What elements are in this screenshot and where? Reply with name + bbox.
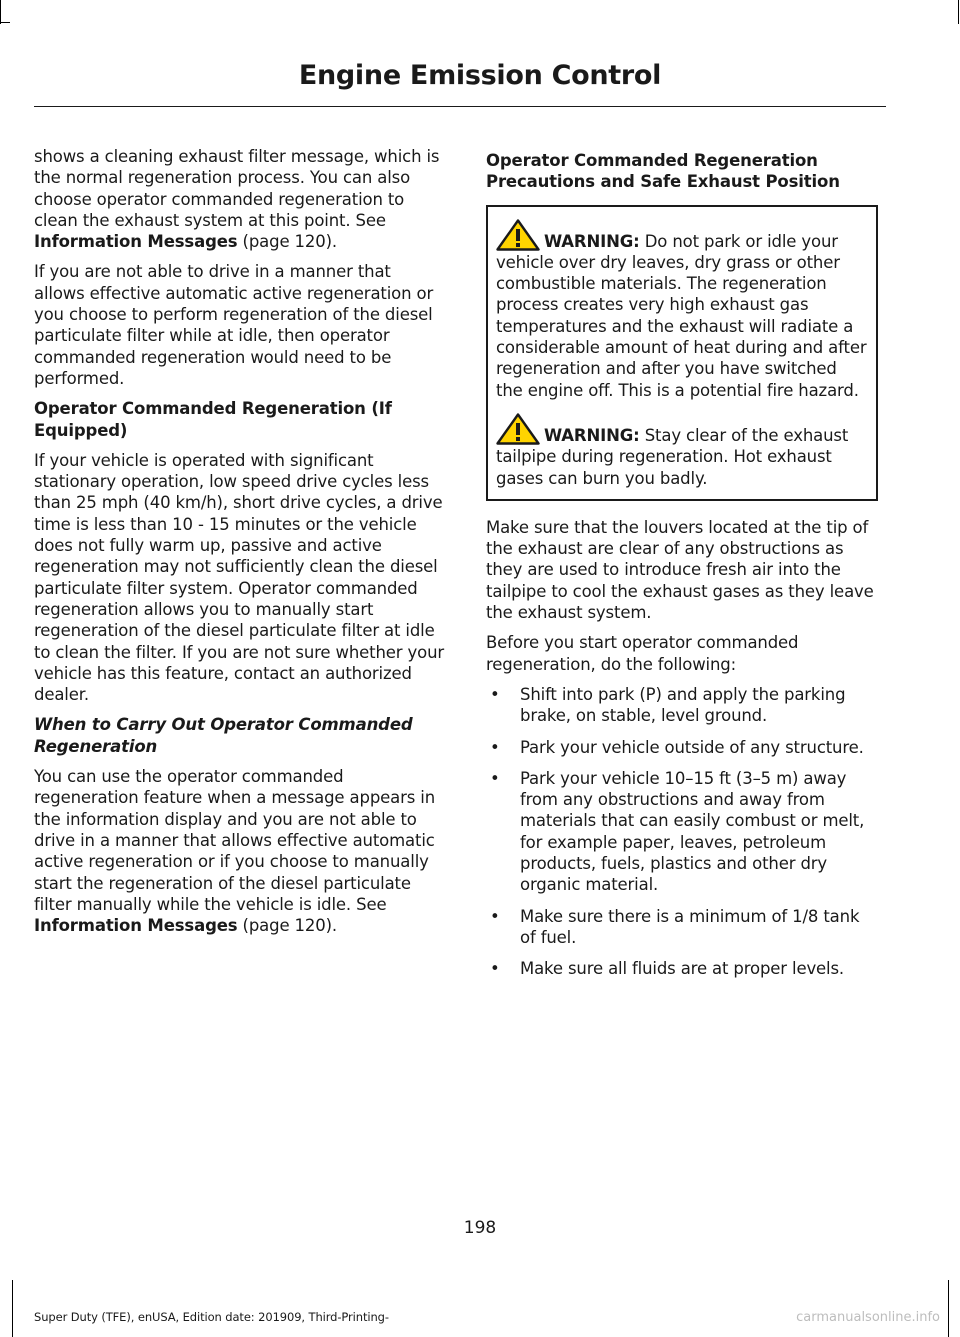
crop-mark-top-left <box>0 0 1 24</box>
crop-mark-top-right <box>958 0 959 24</box>
page-title: Engine Emission Control <box>298 60 662 91</box>
right-column <box>486 146 878 990</box>
bullet: • <box>490 959 500 979</box>
header-divider <box>34 106 886 107</box>
warning-triangle-icon <box>496 413 540 445</box>
crop-mark-top-left-h <box>0 22 10 23</box>
warning-label: WARNING: <box>544 425 640 445</box>
heading-precautions: Operator Commanded Regeneration Precautions and Safe Exhaust Position <box>486 151 840 192</box>
warning-fire-hazard: WARNING: Do not park or idle your vehicle over dry leaves, dry grass or other combustible materials. The regeneration process creates very high exhaust gas temperatures and the exhaust will radiate a considerable amount of heat during and after regeneration and after you have switched the engine off. This is a potential fire hazard. <box>496 219 868 401</box>
list-item: • Park your vehicle outside of any structure. <box>490 737 864 757</box>
crop-mark-bottom-right <box>948 1280 949 1337</box>
precaution-list <box>486 684 878 980</box>
list-item: • Make sure there is a minimum of 1/8 tank of fuel. <box>490 906 860 947</box>
watermark: carmanualsonline.info <box>796 1310 940 1325</box>
bullet: • <box>490 737 500 757</box>
info-messages-link-2[interactable]: Information Messages <box>34 916 238 936</box>
page-number: 198 <box>463 1218 497 1238</box>
list-item: • Make sure all fluids are at proper levels. <box>490 959 845 979</box>
warning-triangle-icon <box>496 219 540 251</box>
paragraph-cleaning-message: shows a cleaning exhaust filter message, which is the normal regeneration process. You can also choose operator commanded regeneration to clean the exhaust system at this point. See Information Messages (page 120). <box>34 147 440 252</box>
paragraph-before-you-start: Before you start operator commanded regeneration, do the following: <box>486 633 799 674</box>
paragraph-not-able-to-drive: If you are not able to drive in a manner that allows effective automatic active regeneration or you choose to perform regeneration of the diesel particulate filter while at idle, then operator commanded regeneration would need to be performed. <box>34 262 434 388</box>
paragraph-use-feature: You can use the operator commanded regeneration feature when a message appears in the information display and you are not able to drive in a manner that allows effective automatic active regeneration or if you choose to manually start the regeneration of the diesel particulate filter manually while the vehicle is idle. See Information Messages (page 120). <box>34 767 436 936</box>
subheading-when-to-carry-out: When to Carry Out Operator Commanded Regeneration <box>34 715 413 756</box>
info-messages-link[interactable]: Information Messages <box>34 232 238 252</box>
bullet: • <box>490 768 500 788</box>
warning-label: WARNING: <box>544 231 640 251</box>
edition-footer: Super Duty (TFE), enUSA, Edition date: 201909, Third-Printing- <box>34 1310 389 1324</box>
paragraph-louvers: Make sure that the louvers located at the tip of the exhaust are clear of any obstructions as they are used to introduce fresh air into the tailpipe to cool the exhaust gases as they leave the exhaust system. <box>486 517 874 623</box>
bullet: • <box>490 684 500 704</box>
heading-operator-commanded: Operator Commanded Regeneration (If Equipped) <box>34 399 392 440</box>
paragraph-stationary-operation: If your vehicle is operated with significant stationary operation, low speed drive cycles less than 25 mph (40 km/h), short drive cycles, a drive time is less than 10 - 15 minutes or the vehicle does not fully warm up, passive and active regeneration may not sufficiently clean the diesel particulate filter system. Operator commanded regeneration allows you to manually start regeneration of the diesel particulate filter at idle to clean the filter. If you are not sure whether your vehicle has this feature, contact an authorized dealer. <box>34 450 445 705</box>
bullet: • <box>490 906 500 926</box>
warning-box <box>486 205 878 501</box>
crop-mark-bottom-left <box>12 1280 13 1337</box>
list-item: • Park your vehicle 10–15 ft (3–5 m) away from any obstructions and away from materials that can easily combust or melt, for example paper, leaves, petroleum products, fuels, plastics and other dry organic material. <box>490 768 865 895</box>
left-column <box>34 146 446 945</box>
list-item: • Shift into park (P) and apply the parking brake, on stable, level ground. <box>490 684 846 726</box>
warning-tailpipe: WARNING: Stay clear of the exhaust tailpipe during regeneration. Hot exhaust gases can burn you badly. <box>496 413 868 489</box>
